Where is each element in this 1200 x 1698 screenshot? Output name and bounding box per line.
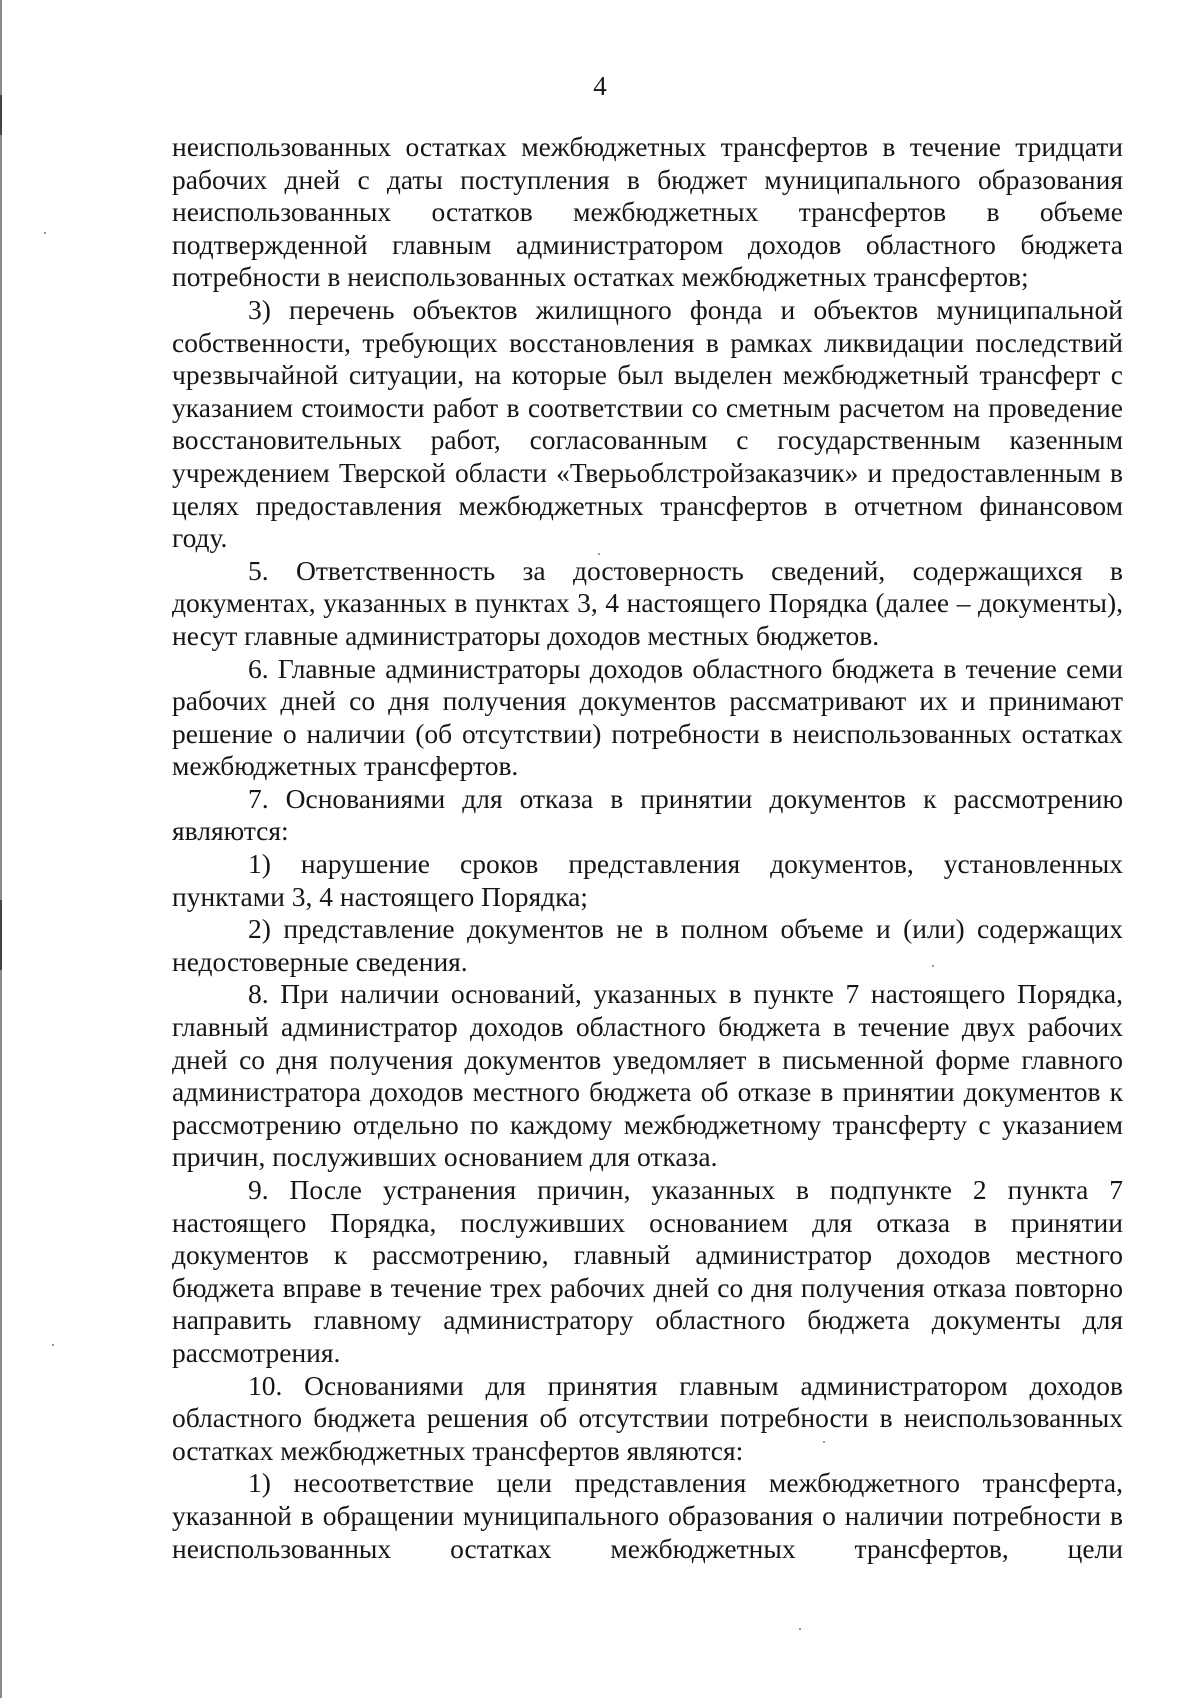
paragraph-clause-6: 6. Главные администраторы доходов областного бюджета в течение семи рабочих дней со дня получения документов рассматривают их и принимают решение о наличии (об отсутствии) потребности в неиспользованных остатках межбюджетных трансфертов.: [172, 652, 1123, 782]
scan-mark: [0, 900, 2, 970]
paragraph-item-3: 3) перечень объектов жилищного фонда и объектов муниципальной собственности, требующих восстановления в рамках ликвидации последствий чрезвычайной ситуации, на которые был выделен межбюджетный трансферт с указанием стоимости работ в соответствии со сметным расчетом на проведение восстановительных работ, согласованным с государственным казенным учреждением Тверской области «Тверьоблстройзаказчик» и предоставленным в целях предоставления межбюджетных трансфертов в отчетном финансовом году.: [172, 293, 1123, 554]
paragraph-clause-7-item-2: 2) представление документов не в полном объеме и (или) содержащих недостоверные сведения.: [172, 913, 1123, 977]
paragraph-clause-10-item-1: 1) несоответствие цели представления межбюджетного трансферта, указанной в обращении муниципального образования о наличии потребности в неиспользованных остатках межбюджетных трансфертов, цели: [172, 1467, 1123, 1564]
paragraph-clause-8: 8. При наличии оснований, указанных в пункте 7 настоящего Порядка, главный администратор доходов областного бюджета в течение двух рабочих дней со дня получения документов уведомляет в письменной форме главного администратора доходов местного бюджета об отказе в принятии документов к рассмотрению отдельно по каждому межбюджетному трансферту с указанием причин, послуживших основанием для отказа.: [172, 978, 1123, 1173]
paragraph-clause-10: 10. Основаниями для принятия главным администратором доходов областного бюджета решения об отсутствии потребности в неиспользованных остатках межбюджетных трансфертов являются:: [172, 1369, 1123, 1466]
scan-speck: [44, 232, 46, 234]
scan-speck: [52, 1344, 54, 1346]
paragraph-clause-7: 7. Основаниями для отказа в принятии документов к рассмотрению являются:: [172, 782, 1123, 847]
paragraph-clause-9: 9. После устранения причин, указанных в подпункте 2 пункта 7 настоящего Порядка, послуживших основанием для отказа в принятии документов к рассмотрению, главный администратор доходов местного бюджета вправе в течение трех рабочих дней со дня получения отказа повторно направить главному администратору областного бюджета документы для рассмотрения.: [172, 1174, 1123, 1368]
scan-left-edge: [0, 0, 2, 1698]
scan-speck: [799, 1628, 801, 1630]
document-body: [172, 131, 1123, 1565]
paragraph-continuation: неиспользованных остатках межбюджетных трансфертов в течение тридцати рабочих дней с даты поступления в бюджет муниципального образования неиспользованных остатков межбюджетных трансфертов в объеме подтвержденной главным администратором доходов областного бюджета потребности в неиспользованных остатках межбюджетных трансфертов;: [172, 131, 1123, 293]
paragraph-clause-7-item-1: 1) нарушение сроков представления документов, установленных пунктами 3, 4 настоящего Порядка;: [172, 848, 1123, 912]
page-number: 4: [593, 71, 607, 101]
paragraph-clause-5: 5. Ответственность за достоверность сведений, содержащихся в документах, указанных в пунктах 3, 4 настоящего Порядка (далее – документы), несут главные администраторы доходов местных бюджетов.: [172, 554, 1123, 651]
